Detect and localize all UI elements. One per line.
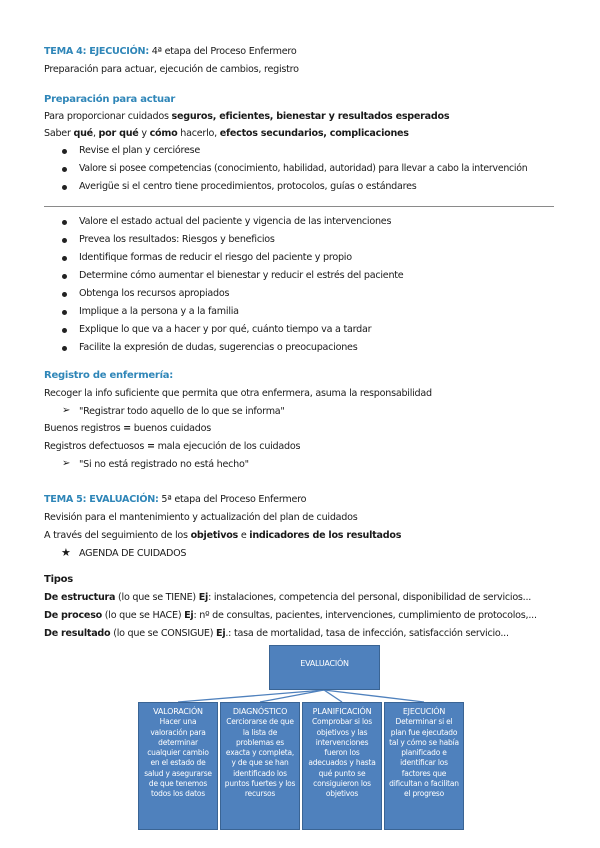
registro-line1: Recoger la info suficiente que permita que otra enfermera, asuma la responsabilidad — [44, 388, 432, 399]
tipo-label: De proceso — [44, 610, 102, 621]
text: hacerlo, — [177, 128, 220, 139]
list-item: Averigüe si el centro tiene procedimientos, protocolos, guías o estándares — [79, 181, 417, 192]
evaluacion-box: EVALUACIÓN — [269, 645, 380, 690]
tipo-text: .: tasa de mortalidad, tasa de infección, satisfacción servicio... — [225, 628, 509, 639]
box-title: EJECUCIÓN — [402, 707, 446, 716]
tipo-ej: Ej — [216, 628, 226, 639]
text: y — [138, 128, 150, 139]
list-item: Obtenga los recursos apropiados — [79, 288, 230, 299]
tema5-line1: Revisión para el mantenimiento y actualización del plan de cuidados — [44, 512, 358, 523]
list-item: Explique lo que va a hacer y por qué, cuánto tiempo va a tardar — [79, 324, 372, 335]
bold-text: efectos secundarios, complicaciones — [219, 128, 409, 139]
planificacion-box — [302, 702, 382, 830]
bold-text: cómo — [149, 128, 178, 139]
text: Registros defectuosos — [44, 441, 147, 452]
tema5-agenda: AGENDA DE CUIDADOS — [79, 548, 187, 559]
bold-text: qué — [73, 128, 93, 139]
box-title: DIAGNÓSTICO — [232, 707, 288, 716]
registro-heading: Registro de enfermería: — [44, 370, 174, 381]
tema4-title-rest: 4ª etapa del Proceso Enfermero — [148, 46, 297, 57]
arrow-bullet-icon: ➢ — [62, 405, 71, 416]
registro-quote2: "Si no está registrado no está hecho" — [79, 459, 249, 470]
registro-quote1: "Registrar todo aquello de lo que se informa" — [79, 406, 285, 417]
diagnostico-box — [220, 702, 300, 830]
tipo-label: De resultado — [44, 628, 111, 639]
text: Saber — [44, 128, 74, 139]
text: buenos cuidados — [130, 423, 211, 434]
tema5-title: TEMA 5: EVALUACIÓN: — [44, 494, 159, 505]
box-title: VALORACIÓN — [153, 707, 203, 716]
list-item: Implique a la persona y a la familia — [79, 306, 239, 317]
star-icon: ★ — [61, 546, 71, 559]
box-body: Cerciorarse de que la lista de problemas es exacta y completa, y de que se han identificado los puntos fuertes y los recursos — [224, 717, 296, 799]
box-title: PLANIFICACIÓN — [312, 707, 372, 716]
preparacion-heading: Preparación para actuar — [44, 94, 176, 105]
text: , — [92, 128, 99, 139]
tipos-heading: Tipos — [44, 574, 73, 585]
box-body: Hacer una valoración para determinar cualquier cambio en el estado de salud y asegurarse de que tenemos todos los datos — [144, 717, 212, 799]
list-item: Valore el estado actual del paciente y vigencia de las intervenciones — [79, 216, 392, 227]
text: e — [238, 530, 250, 541]
tipo-ej: Ej — [184, 610, 194, 621]
tema4-title: TEMA 4: EJECUCIÓN: — [44, 46, 149, 57]
valoracion-box — [138, 702, 218, 830]
tipo-text: : instalaciones, competencia del personal, disponibilidad de servicios... — [208, 592, 532, 603]
bold-text: objetivos — [190, 530, 239, 541]
box-body: Comprobar si los objetivos y las intervenciones fueron los adecuados y hasta qué punto se consiguieron los objetivos — [308, 717, 376, 799]
tipo-ej: Ej — [198, 592, 209, 603]
list-item: Facilite la expresión de dudas, sugerencias o preocupaciones — [79, 342, 358, 353]
bold-text: = — [146, 441, 155, 452]
tipo-paren: (lo que se TIENE) — [115, 592, 199, 603]
tipo-label: De estructura — [44, 592, 116, 603]
arrow-bullet-icon: ➢ — [62, 458, 71, 469]
text: Buenos registros — [44, 423, 124, 434]
list-item: Revise el plan y cerciórese — [79, 145, 201, 156]
list-item: Determine cómo aumentar el bienestar y reducir el estrés del paciente — [79, 270, 404, 281]
bold-text: indicadores de los resultados — [249, 530, 402, 541]
tema4-subtitle: Preparación para actuar, ejecución de cambios, registro — [44, 64, 299, 75]
box-body: Determinar si el plan fue ejecutado tal y cómo se había planificado e identificar los factores que dificultan o facilitan el progreso — [389, 717, 459, 799]
bold-text: por qué — [98, 128, 139, 139]
tipo-text: : nº de consultas, pacientes, intervenciones, cumplimiento de protocolos,... — [193, 610, 537, 621]
tema5-title-rest: 5ª etapa del Proceso Enfermero — [158, 494, 307, 505]
text: A través del seguimiento de los — [44, 530, 191, 541]
tipo-paren: (lo que se CONSIGUE) — [110, 628, 217, 639]
tipo-paren: (lo que se HACE) — [102, 610, 185, 621]
list-item: Prevea los resultados: Riesgos y beneficios — [79, 234, 275, 245]
ejecucion-box — [384, 702, 464, 830]
bold-text: = — [123, 423, 131, 434]
text: Para proporcionar cuidados — [44, 111, 172, 122]
text: mala ejecución de los cuidados — [154, 441, 301, 452]
list-item: Identifique formas de reducir el riesgo del paciente y propio — [79, 252, 352, 263]
list-item: Valore si posee competencias (conocimiento, habilidad, autoridad) para llevar a cabo la intervención — [79, 163, 528, 174]
bold-text: seguros, eficientes, bienestar y resultados esperados — [171, 111, 450, 122]
